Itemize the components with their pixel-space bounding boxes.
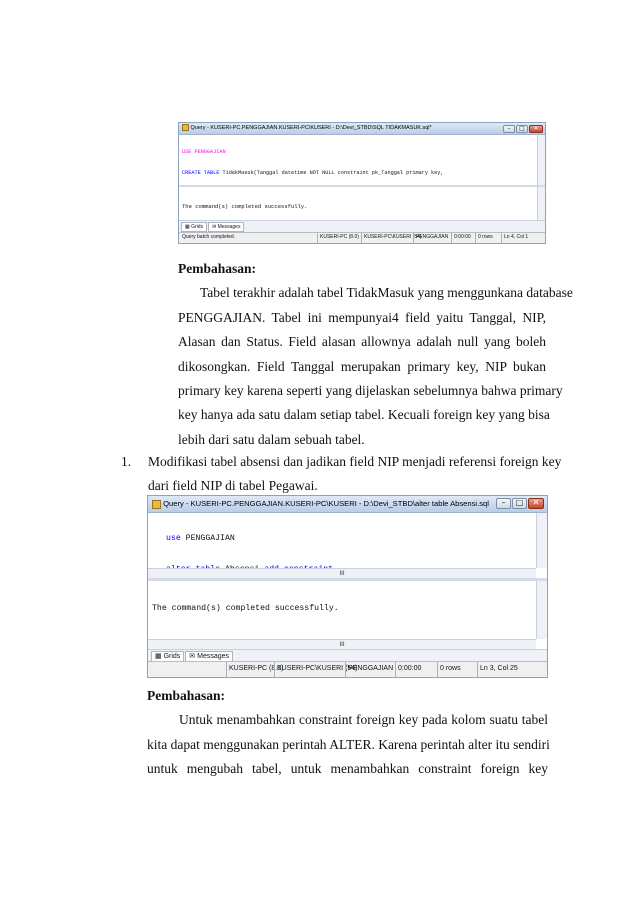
messages-horizontal-scrollbar[interactable] [148,639,536,649]
status-database: PENGGAJIAN [413,233,451,243]
code-line [182,149,537,156]
item-text-line: Modifikasi tabel absensi dan jadikan field NIP menjadi referensi foreign key [148,454,562,469]
paragraph-line: Tabel terakhir adalah tabel TidakMasuk yang menggunkana database [200,285,573,301]
paragraph-line: PENGGAJIAN. Tabel ini mempunyai4 field yaitu Tanggal, NIP, [178,309,546,325]
status-database: PENGGAJIAN [345,662,395,677]
grid-icon: ▦ [185,224,192,230]
explanation-block-1 [178,257,573,452]
status-message: Query batch completed. [182,234,236,240]
status-bar [179,232,545,243]
close-button[interactable]: ✕ [528,498,544,509]
status-user: KUSERI-PC\KUSERI (54) [274,662,345,677]
close-button[interactable]: ✕ [529,125,543,133]
editor-vertical-scrollbar[interactable] [537,135,545,185]
query-window-alter-absensi [147,495,548,678]
tab-grids-label: Grids [191,224,204,230]
code-line [166,534,536,544]
result-message: The command(s) completed successfully. [182,203,308,210]
paragraph-line: Untuk menambahkan constraint foreign key pada kolom suatu tabel [179,712,548,728]
section-heading: Pembahasan: [178,261,257,276]
status-rows: 0 rows [475,233,501,243]
numbered-item-1 [121,450,562,499]
messages-vertical-scrollbar[interactable] [536,581,547,639]
tab-messages-label: Messages [217,224,241,230]
message-icon: ✉ [212,224,218,230]
messages-pane [148,581,536,639]
explanation-block-2 [147,684,548,782]
messages-vertical-scrollbar[interactable] [537,187,545,220]
tab-messages[interactable] [208,222,244,232]
sql-editor[interactable] [148,513,536,568]
tab-grids[interactable] [181,222,207,232]
section-heading: Pembahasan: [147,688,226,703]
message-icon: ✉ [189,653,198,660]
minimize-button[interactable]: – [496,498,511,509]
code-token: TidakMasuk(Tanggal datetime NOT NULL constraint pk_Tanggal primary key, [219,170,444,176]
paragraph-line: dikosongkan. Field Tanggal merupakan primary key, NIP bukan [178,358,546,374]
query-file-icon [152,500,161,509]
query-window-tidakmasuk [178,122,546,244]
result-message: The command(s) completed successfully. [152,604,339,613]
status-server: KUSERI-PC (8.0) [317,233,361,243]
grid-icon: ▦ [155,653,164,660]
code-line [182,170,537,177]
window-titlebar [179,123,545,135]
status-time: 0:00:00 [395,662,437,677]
code-token: use [166,533,181,543]
tab-grids-label: Grids [163,653,181,660]
query-file-icon [182,124,189,131]
scroll-grip: III [339,641,345,648]
status-bar [148,661,547,677]
sql-editor[interactable] [179,135,537,185]
code-token: PENGGAJIAN [180,533,235,543]
tab-messages-label: Messages [197,653,230,660]
editor-horizontal-scrollbar[interactable] [148,568,536,578]
paragraph-line: primary key karena seperti yang dijelaskan sebelumnya bahwa primary [178,382,563,398]
code-token: USE PENGGAJIAN [182,149,226,155]
paragraph-line: Alasan dan Status. Field alasan allownya adalah null yang boleh [178,334,546,350]
window-title: Query - KUSERI-PC.PENGGAJIAN.KUSERI-PC\KUSERI - D:\Devi_STBD\alter table Absensi.sql [163,499,489,508]
scroll-grip: III [339,570,345,577]
maximize-button[interactable]: □ [516,125,528,133]
paragraph-line: lebih dari satu dalam sebuah tabel. [178,431,365,447]
paragraph-line: untuk mengubah tabel, untuk menambahkan constraint foreign key [147,761,548,777]
status-server: KUSERI-PC (8.0) [226,662,274,677]
item-number: 1. [121,454,132,469]
maximize-button[interactable]: □ [512,498,527,509]
window-titlebar [148,496,547,513]
status-time: 0:00:00 [451,233,475,243]
item-text-line: dari field NIP di tabel Pegawai. [148,478,318,494]
status-rows: 0 rows [437,662,477,677]
code-token: CREATE TABLE [182,170,220,176]
messages-pane [179,187,537,220]
window-title: Query - KUSERI-PC.PENGGAJIAN.KUSERI-PC\KUSERI - D:\Devi_STBD\SQL TIDAKMASUK.sql* [190,125,432,131]
status-position: Ln 3, Col 25 [477,662,547,677]
status-user: KUSERI-PC\KUSERI (54) [361,233,413,243]
status-position: Ln 4, Col 1 [501,233,545,243]
paragraph-line: key hanya ada satu dalam setiap tabel. Kecuali foreign key yang bisa [178,407,550,423]
minimize-button[interactable]: – [503,125,515,133]
editor-vertical-scrollbar[interactable] [536,513,547,568]
paragraph-line: kita dapat menggunakan perintah ALTER. Karena perintah alter itu sendiri [147,736,550,752]
